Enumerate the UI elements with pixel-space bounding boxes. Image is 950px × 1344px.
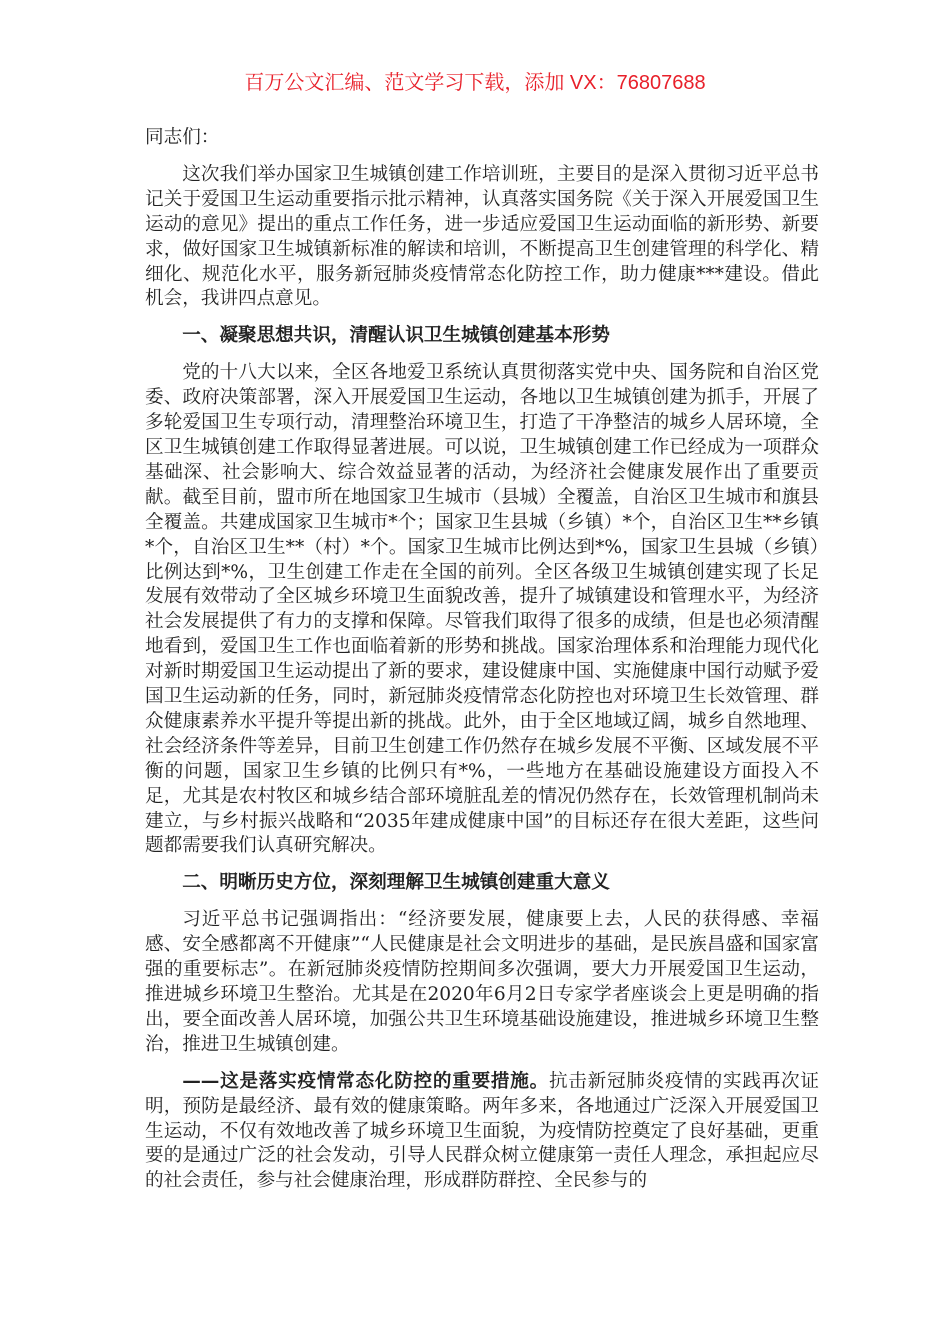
paragraph-text: 抗击新冠肺炎疫情的实践再次证明，预防是最经济、最有效的健康策略。两年多来，各地通过广泛深入开展爱国卫生运动，不仅有效地改善了城乡环境卫生面貌，为疫情防控奠定了良好基础，更重要的是通过广泛的社会发动，引导人民群众树立健康第一责任人理念，承担起应尽的社会责任，参与社会健康治理，形成群防群控、全民参与的: [145, 1070, 819, 1192]
section-2-paragraph-measures: [145, 1070, 819, 1195]
download-banner: 百万公文汇编、范文学习下载，添加 VX：76807688: [244, 72, 706, 94]
section-heading-2: 二、明晰历史方位，深刻理解卫生城镇创建重大意义: [182, 872, 610, 894]
bold-lead-sentence: ——这是落实疫情常态化防控的重要措施。: [182, 1070, 549, 1092]
intro-paragraph: 这次我们举办国家卫生城镇创建工作培训班，主要目的是深入贯彻习近平总书记关于爱国卫生运动重要指示批示精神，认真落实国务院《关于深入开展爱国卫生运动的意见》提出的重点工作任务，进一步适应爱国卫生运动面临的新形势、新要求，做好国家卫生城镇新标准的解读和培训，不断提高卫生创建管理的科学化、精细化、规范化水平，服务新冠肺炎疫情常态化防控工作，助力健康***建设。借此机会，我讲四点意见。: [145, 163, 819, 310]
section-heading-1: 一、凝聚思想共识，清醒认识卫生城镇创建基本形势: [182, 325, 610, 347]
section-2-paragraph: 习近平总书记强调指出：“经济要发展，健康要上去，人民的获得感、幸福感、安全感都离不开健康”“人民健康是社会文明进步的基础，是民族昌盛和国家富强的重要标志”。在新冠肺炎疫情防控期间多次强调，要大力开展爱国卫生运动，推进城乡环境卫生整治。尤其是在2020年6月2日专家学者座谈会上更是明确的指出，要全面改善人居环境，加强公共卫生环境基础设施建设，推进城乡环境卫生整治，推进卫生城镇创建。: [145, 909, 819, 1055]
section-1-paragraph: 党的十八大以来，全区各地爱卫系统认真贯彻落实党中央、国务院和自治区党委、政府决策部署，深入开展爱国卫生运动，各地以卫生城镇创建为抓手，开展了多轮爱国卫生专项行动，清理整治环境卫生，打造了干净整洁的城乡人居环境，全区卫生城镇创建工作取得显著进展。可以说，卫生城镇创建工作已经成为一项群众基础深、社会影响大、综合效益显著的活动，为经济社会健康发展作出了重要贡献。截至目前，盟市所在地国家卫生城市（县城）全覆盖，自治区卫生城市和旗县全覆盖。共建成国家卫生城市*个；国家卫生县城（乡镇）*个，自治区卫生**乡镇*个，自治区卫生**（村）*个。国家卫生城市比例达到*%，国家卫生县城（乡镇）比例达到*%，卫生创建工作走在全国的前列。全区各级卫生城镇创建实现了长足发展有效带动了全区城乡环境卫生面貌改善，提升了城镇建设和管理水平，为经济社会发展提供了有力的支撑和保障。尽管我们取得了很多的成绩，但是也必须清醒地看到，爱国卫生工作也面临着新的形势和挑战。国家治理体系和治理能力现代化对新时期爱国卫生运动提出了新的要求，建设健康中国、实施健康中国行动赋予爱国卫生运动新的任务，同时，新冠肺炎疫情常态化防控也对环境卫生长效管理、群众健康素养水平提升等提出新的挑战。此外，由于全区地域辽阔，城乡自然地理、社会经济条件等差异，目前卫生创建工作仍然存在城乡发展不平衡、区域发展不平衡的问题，国家卫生乡镇的比例只有*%，一些地方在基础设施建设方面投入不足，尤其是农村牧区和城乡结合部环境脏乱差的情况仍然存在，长效管理机制尚未建立，与乡村振兴战略和“2035年建成健康中国”的目标还存在很大差距，这些问题都需要我们认真研究解决。: [145, 362, 819, 857]
salutation: 同志们：: [145, 127, 220, 148]
document-body: [145, 126, 819, 1206]
